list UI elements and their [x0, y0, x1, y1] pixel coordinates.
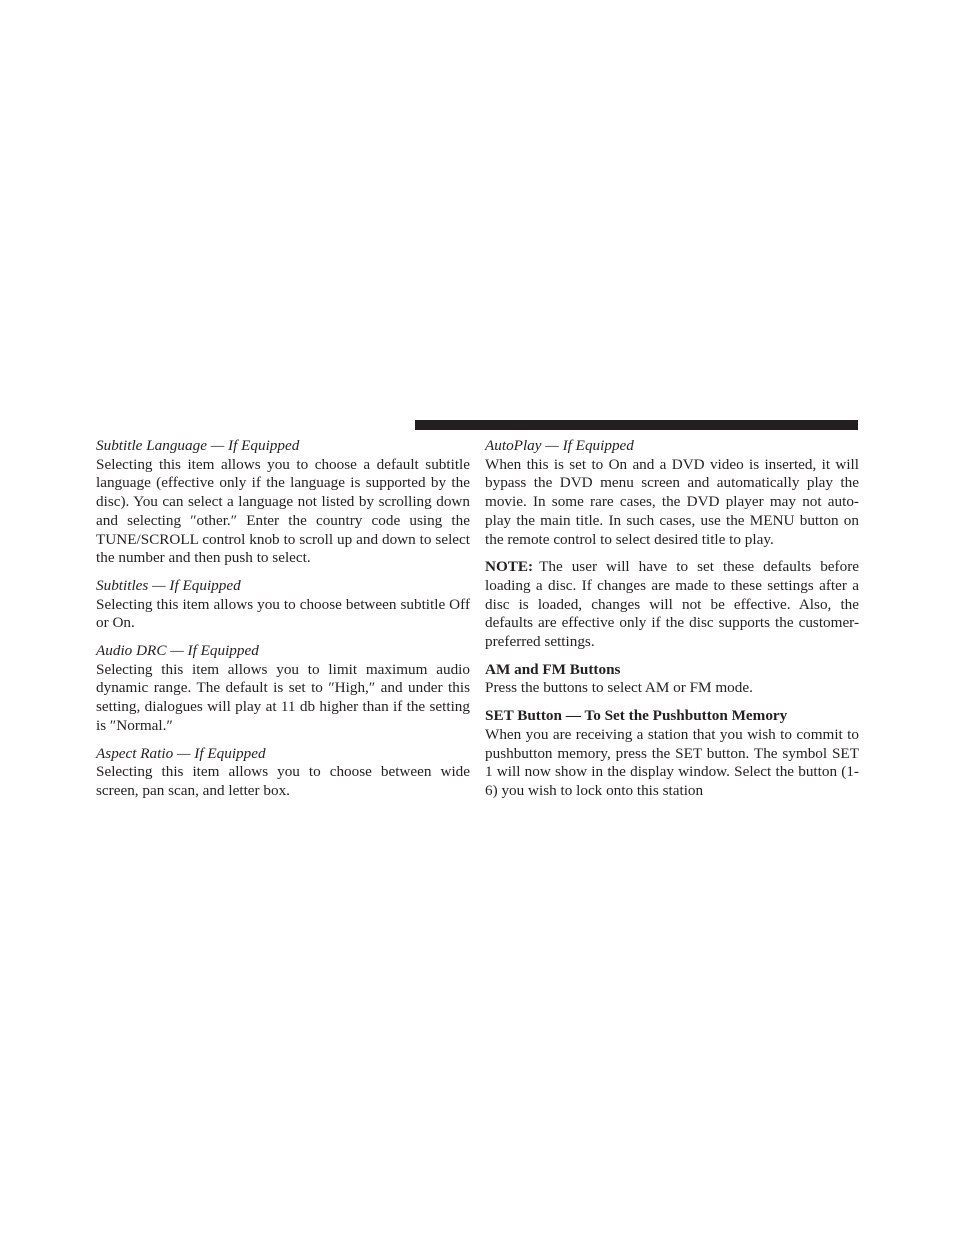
audio-drc-heading: Audio DRC — If Equipped	[96, 642, 259, 660]
subtitle-language-text: Selecting this item allows you to choose a default subtitle language (effective only if the language is supported by the disc). You can select a language not listed by scrolling down and selecting ″other.″ Enter the country code using the TUNE/SCROLL control knob to scroll up and down to select the number and then push to select.	[96, 455, 470, 567]
am-fm-text: Press the buttons to select AM or FM mode.	[485, 679, 753, 697]
audio-drc-section	[96, 642, 470, 736]
autoplay-text: When this is set to On and a DVD video is inserted, it will bypass the DVD menu screen and automatically play the movie. In some rare cases, the DVD player may not auto-play the main title. In such cases, use the MENU button on the remote control to select desired title to play.	[485, 455, 859, 548]
set-button-heading: SET Button — To Set the Pushbutton Memory	[485, 707, 788, 725]
section-header-bar	[415, 420, 858, 430]
set-button-text: When you are receiving a station that you wish to commit to pushbutton memory, press the SET button. The symbol SET 1 will now show in the display window. Select the button (1-6) you wish to lock onto this station	[485, 725, 859, 799]
note-label: NOTE:	[485, 558, 534, 576]
subtitle-language-heading: Subtitle Language — If Equipped	[96, 437, 300, 454]
am-fm-section	[485, 661, 859, 698]
note-section	[485, 558, 859, 652]
subtitle-language-section	[96, 437, 470, 568]
note-paragraph	[485, 558, 859, 652]
note-text: The user will have to set these defaults before loading a disc. If changes are made to these settings after a disc is loaded, changes will not be effective. Also, the defaults are effective only if the disc supports the customer-preferred settings.	[485, 558, 859, 651]
left-column	[96, 437, 470, 810]
aspect-ratio-heading: Aspect Ratio — If Equipped	[96, 744, 266, 762]
am-fm-heading: AM and FM Buttons	[485, 660, 621, 678]
right-column	[485, 437, 859, 810]
autoplay-heading: AutoPlay — If Equipped	[485, 437, 634, 454]
subtitles-section	[96, 577, 470, 633]
subtitles-text: Selecting this item allows you to choose between subtitle Off or On.	[96, 595, 470, 632]
subtitles-heading: Subtitles — If Equipped	[96, 576, 241, 594]
autoplay-section	[485, 437, 859, 549]
set-button-section	[485, 707, 859, 801]
audio-drc-text: Selecting this item allows you to limit maximum audio dynamic range. The default is set to ″High,″ and under this setting, dialogues will play at 11 db higher than if the setting is ″Normal.″	[96, 660, 470, 734]
aspect-ratio-text: Selecting this item allows you to choose between wide screen, pan scan, and letter box.	[96, 763, 470, 799]
aspect-ratio-section	[96, 745, 470, 801]
